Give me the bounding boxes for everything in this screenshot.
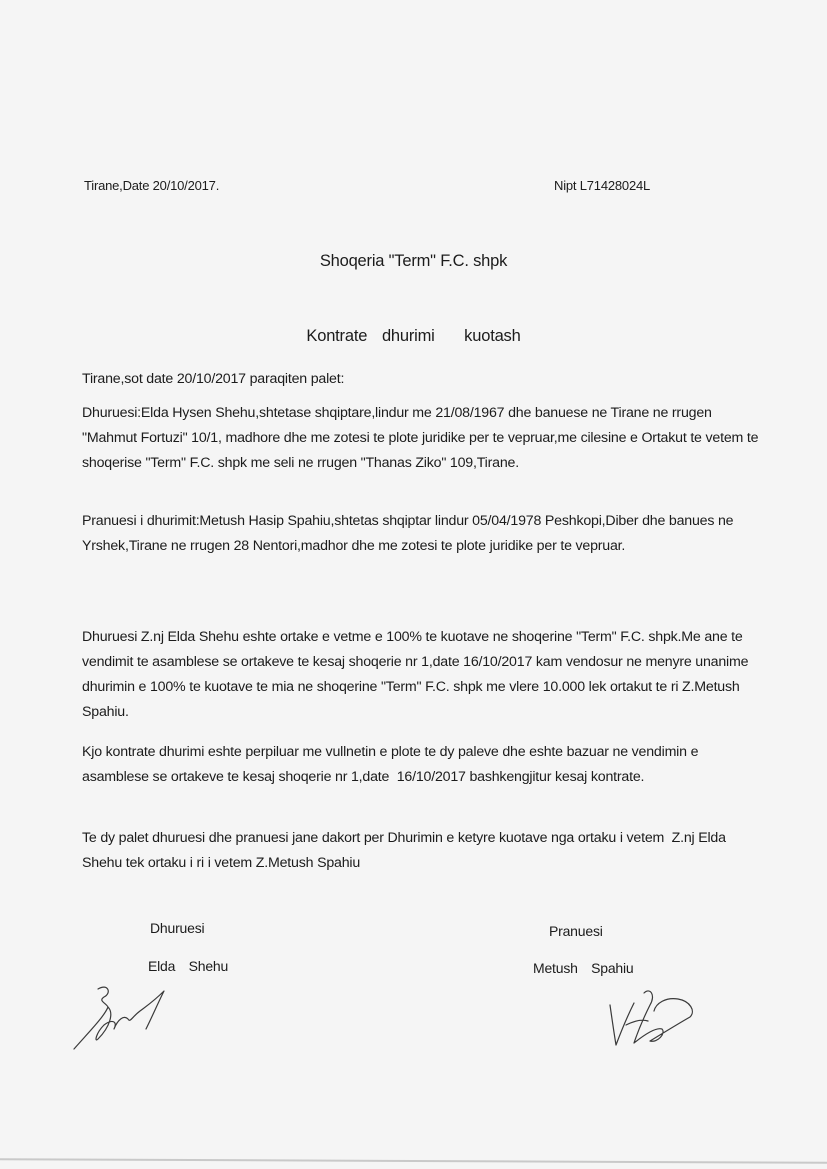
recipient-role-label: Pranuesi bbox=[549, 923, 603, 939]
intro-line: Tirane,sot date 20/10/2017 paraqiten palet: bbox=[82, 371, 345, 387]
donor-paragraph: Dhuruesi:Elda Hysen Shehu,shtetase shqiptare,lindur me 21/08/1967 dhe banuese ne Tirane ne rrugen "Mahmut Fortuzi" 10/1, madhore dhe me zotesi te plote juridike per te vepruar,me cilesine e Ortakut te vetem te shoqerise "Term" F.C. shpk me seli ne rrugen "Thanas Ziko" 109,Tirane. bbox=[82, 405, 759, 471]
recipient-paragraph: Pranuesi i dhurimit:Metush Hasip Spahiu,shtetas shqiptar lindur 05/04/1978 Peshkopi,Diber dhe banues ne Yrshek,Tirane ne rrugen 28 Nentori,madhor dhe me zotesi te plote juridike per te vepruar. bbox=[82, 513, 734, 554]
recipient-signature bbox=[604, 985, 704, 1050]
document-title: Kontrate dhurimi kuotash bbox=[306, 327, 521, 345]
contract-basis-paragraph: Kjo kontrate dhurimi eshte perpiluar me vullnetin e plote te dy paleve dhe eshte bazuar ne vendimin e asamblese se ortakeve te kesaj shoqerie nr 1,date 16/10/2017 bashkengjitur kesaj kontrate. bbox=[82, 744, 703, 785]
donor-signature bbox=[68, 983, 198, 1053]
donor-name: Elda Shehu bbox=[148, 958, 229, 974]
place-date: Tirane,Date 20/10/2017. bbox=[84, 178, 220, 193]
donor-role-label: Dhuruesi bbox=[150, 920, 205, 936]
nipt-number: Nipt L71428024L bbox=[554, 178, 651, 193]
company-name: Shoqeria "Term" F.C. shpk bbox=[319, 252, 508, 270]
agreement-paragraph: Te dy palet dhuruesi dhe pranuesi jane dakort per Dhurimin e ketyre kuotave nga ortaku i vetem Z.nj Elda Shehu tek ortaku i ri i vetem Z.Metush Spahiu bbox=[82, 830, 730, 871]
recipient-name: Metush Spahiu bbox=[533, 960, 634, 976]
donation-paragraph: Dhuruesi Z.nj Elda Shehu eshte ortake e vetme e 100% te kuotave ne shoqerine "Term" F.C. shpk.Me ane te vendimit te asamblese se ortakeve te kesaj shoqerie nr 1,date 16/10/2017 kam vendosur ne menyre unanime dhurimin e 100% te kuotave te mia ne shoqerine "Term" F.C. shpk me vlere 10.000 lek ortakut te ri Z.Metush Spahiu. bbox=[82, 629, 749, 720]
page-edge-divider bbox=[0, 1158, 827, 1164]
